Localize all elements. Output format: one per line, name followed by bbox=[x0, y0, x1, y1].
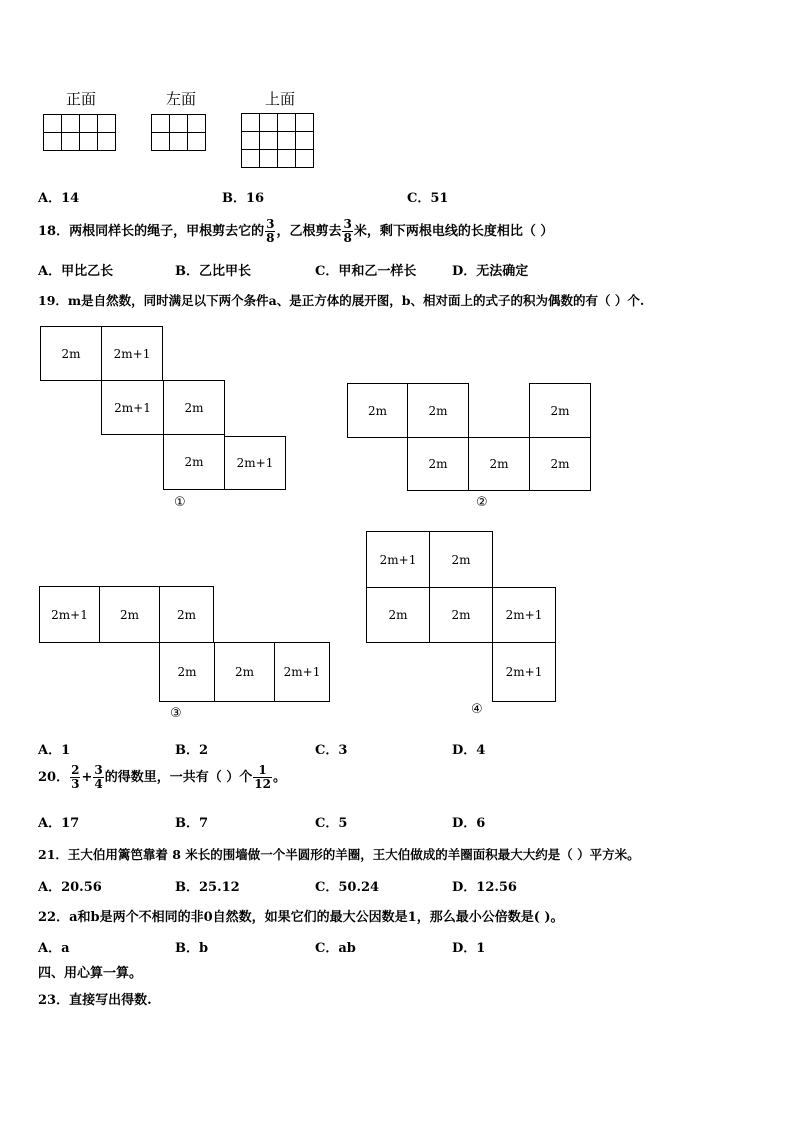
q18-prefix: 18．两根同样长的绳子，甲根剪去它的 bbox=[38, 224, 265, 239]
net3-face: 2m+1 bbox=[39, 586, 100, 643]
net2-face: 2m bbox=[407, 437, 469, 491]
q18-fraction-1 bbox=[265, 218, 275, 245]
left-view-grid bbox=[151, 114, 206, 151]
q18-question bbox=[38, 218, 553, 245]
q20-mid: 的得数里，一共有（ ）个 bbox=[104, 770, 253, 785]
q18-option-c[interactable]: C．甲和乙一样长 bbox=[315, 264, 417, 279]
q20-f2-num: 3 bbox=[94, 763, 103, 777]
q22-option-c[interactable]: C．ab bbox=[315, 941, 356, 956]
q20-option-d[interactable]: D．6 bbox=[452, 816, 486, 831]
q20-fraction-3 bbox=[253, 764, 272, 791]
net4-face: 2m bbox=[429, 587, 493, 643]
net2-face: 2m bbox=[529, 383, 591, 438]
q18-frac1-num: 3 bbox=[266, 217, 275, 231]
q22-option-b[interactable]: B．b bbox=[175, 941, 209, 956]
net2-face: 2m bbox=[468, 437, 530, 491]
q18-option-b[interactable]: B．乙比甲长 bbox=[175, 264, 251, 279]
q19-question: 19．m是自然数，同时满足以下两个条件a、是正方体的展开图，b、相对面上的式子的积为偶数的有（ ）个. bbox=[38, 293, 645, 308]
q20-plus: + bbox=[81, 770, 93, 785]
q19-option-c[interactable]: C．3 bbox=[315, 743, 348, 758]
q17-option-a[interactable]: A．14 bbox=[38, 191, 80, 206]
net2-face: 2m bbox=[529, 437, 591, 491]
net1-label: ① bbox=[174, 495, 186, 510]
q18-fraction-2 bbox=[342, 218, 352, 245]
q18-frac1-den: 8 bbox=[266, 231, 275, 245]
q17-option-b[interactable]: B．16 bbox=[222, 191, 265, 206]
q18-suffix: 米，剩下两根电线的长度相比（ ） bbox=[353, 224, 554, 239]
net4-face: 2m bbox=[366, 587, 430, 643]
q18-frac2-den: 8 bbox=[343, 231, 352, 245]
q21-question: 21．王大伯用篱笆靠着 8 米长的围墙做一个半圆形的羊圈，王大伯做成的羊圈面积最大大约是（ ）平方米。 bbox=[38, 847, 640, 862]
q20-f1-num: 2 bbox=[71, 763, 80, 777]
net2-face: 2m bbox=[347, 383, 408, 438]
net3-face: 2m bbox=[214, 642, 275, 702]
net2-face: 2m bbox=[407, 383, 469, 438]
net1-face: 2m+1 bbox=[224, 436, 286, 490]
q21-option-a[interactable]: A．20.56 bbox=[38, 880, 102, 895]
net1-face: 2m+1 bbox=[101, 326, 163, 381]
q17-option-c[interactable]: C．51 bbox=[407, 191, 449, 206]
net3-label: ③ bbox=[170, 706, 182, 721]
net1-face: 2m bbox=[163, 380, 225, 435]
q22-option-d[interactable]: D．1 bbox=[452, 941, 486, 956]
q20-option-a[interactable]: A．17 bbox=[38, 816, 80, 831]
view-label-left: 左面 bbox=[166, 90, 197, 108]
section-4-heading: 四、用心算一算。 bbox=[38, 966, 143, 981]
net3-face: 2m+1 bbox=[274, 642, 330, 702]
net4-face: 2m+1 bbox=[492, 587, 556, 643]
q21-option-c[interactable]: C．50.24 bbox=[315, 880, 380, 895]
net2-label: ② bbox=[476, 495, 488, 510]
net3-face: 2m bbox=[159, 642, 215, 702]
q19-option-d[interactable]: D．4 bbox=[452, 743, 486, 758]
q19-option-b[interactable]: B．2 bbox=[175, 743, 209, 758]
q20-fraction-2 bbox=[93, 764, 103, 791]
q22-question: 22．a和b是两个不相同的非0自然数，如果它们的最大公因数是1，那么最小公倍数是( )。 bbox=[38, 910, 564, 925]
q20-prefix: 20． bbox=[38, 770, 70, 785]
q20-f2-den: 4 bbox=[94, 777, 103, 791]
q18-option-a[interactable]: A．甲比乙长 bbox=[38, 264, 114, 279]
q19-option-a[interactable]: A．1 bbox=[38, 743, 71, 758]
q22-option-a[interactable]: A．a bbox=[38, 941, 70, 956]
net4-label: ④ bbox=[471, 702, 483, 717]
net4-face: 2m+1 bbox=[366, 531, 430, 588]
q20-option-b[interactable]: B．7 bbox=[175, 816, 209, 831]
net1-face: 2m bbox=[163, 434, 225, 490]
q20-fraction-1 bbox=[70, 764, 80, 791]
q20-option-c[interactable]: C．5 bbox=[315, 816, 348, 831]
q23-question: 23．直接写出得数. bbox=[38, 993, 152, 1008]
net4-face: 2m+1 bbox=[492, 642, 556, 702]
net3-face: 2m bbox=[159, 586, 214, 643]
q18-mid: ，乙根剪去 bbox=[276, 224, 342, 239]
q20-question bbox=[38, 764, 286, 791]
net1-face: 2m+1 bbox=[101, 380, 164, 435]
front-view-grid bbox=[43, 114, 116, 151]
q20-f1-den: 3 bbox=[71, 777, 80, 791]
q18-frac2-num: 3 bbox=[343, 217, 352, 231]
q21-option-b[interactable]: B．25.12 bbox=[175, 880, 240, 895]
view-label-front: 正面 bbox=[66, 90, 97, 108]
view-label-top: 上面 bbox=[265, 90, 296, 108]
q20-suffix: 。 bbox=[272, 770, 286, 785]
top-view-grid bbox=[241, 113, 314, 168]
net4-face: 2m bbox=[429, 531, 493, 588]
net3-face: 2m bbox=[99, 586, 160, 643]
q21-option-d[interactable]: D．12.56 bbox=[452, 880, 517, 895]
q20-f3-den: 12 bbox=[254, 777, 271, 791]
net1-face: 2m bbox=[40, 326, 102, 381]
q18-option-d[interactable]: D．无法确定 bbox=[452, 264, 529, 279]
q20-f3-num: 1 bbox=[253, 764, 272, 778]
